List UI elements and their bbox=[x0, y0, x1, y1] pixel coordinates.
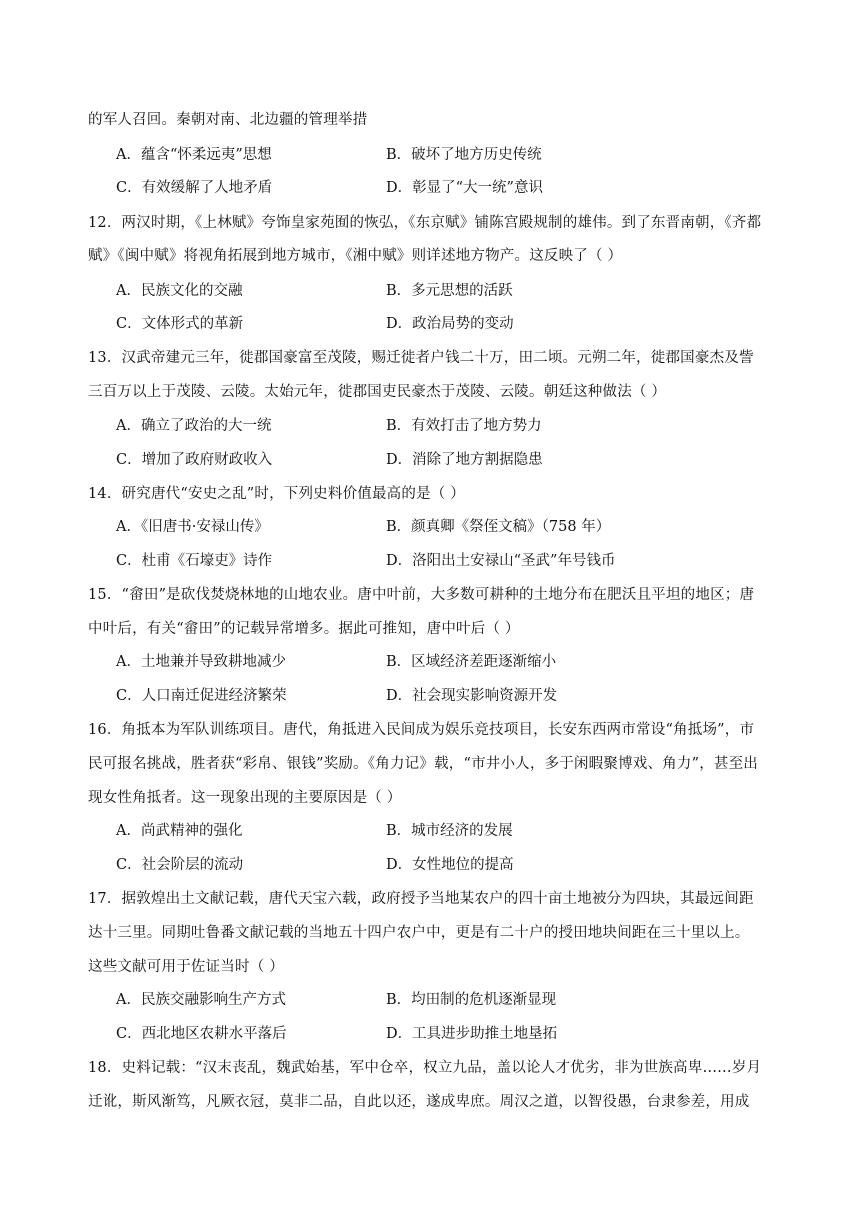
question-15-option-c: C．人口南迁促进经济繁荣 bbox=[116, 688, 287, 704]
question-14-line-1: 14．研究唐代“安史之乱”时，下列史料价值最高的是（ ） bbox=[88, 486, 465, 502]
question-13-option-b: B．有效打击了地方势力 bbox=[386, 418, 542, 434]
question-16-option-b: B．城市经济的发展 bbox=[386, 823, 513, 839]
question-11-option-a: A．蕴含“怀柔远夷”思想 bbox=[116, 147, 272, 163]
question-14-option-a: A．《旧唐书·安禄山传》 bbox=[116, 519, 269, 535]
question-11-option-c: C．有效缓解了人地矛盾 bbox=[116, 180, 273, 196]
question-17-line-2: 达十三里。同期吐鲁番文献记载的当地五十四户农户中，更是有二十户的授田地块间距在三十里以上。 bbox=[88, 925, 750, 941]
question-14-option-b: B．颜真卿《祭侄文稿》（758 年） bbox=[386, 519, 611, 535]
question-15-option-b: B．区域经济差距逐渐缩小 bbox=[386, 654, 557, 670]
question-16-line-3: 现女性角抵者。这一现象出现的主要原因是（ ） bbox=[88, 790, 402, 806]
question-11-option-b: B．破坏了地方历史传统 bbox=[386, 147, 542, 163]
question-17-option-a: A．民族交融影响生产方式 bbox=[116, 992, 286, 1008]
question-13-option-c: C．增加了政府财政收入 bbox=[116, 452, 273, 468]
question-15-option-a: A．土地兼并导致耕地减少 bbox=[116, 654, 286, 670]
question-16-line-2: 民可报名挑战，胜者获“彩帛、银钱”奖励。《角力记》载，“市井小人，多于闲暇聚博戏、角力”，甚至出 bbox=[88, 756, 758, 772]
question-15-line-2: 中叶后，有关“畲田”的记载异常增多。据此可推知，唐中叶后（ ） bbox=[88, 621, 520, 637]
question-12-line-1: 12．两汉时期，《上林赋》夸饰皇家苑囿的恢弘，《东京赋》铺陈宫殿规制的雄伟。到了东晋南朝，《齐都 bbox=[88, 215, 762, 231]
question-13-option-a: A．确立了政治的大一统 bbox=[116, 418, 272, 434]
question-17-option-d: D．工具进步助推土地垦拓 bbox=[386, 1026, 558, 1042]
question-12-option-b: B．多元思想的活跃 bbox=[386, 283, 513, 299]
question-13-line-1: 13．汉武帝建元三年，徙郡国豪富至茂陵，赐迁徙者户钱二十万，田二顷。元朔二年，徙郡国豪杰及訾 bbox=[88, 350, 754, 366]
question-18-line-1: 18．史料记载：“汉末丧乱，魏武始基，军中仓卒，权立九品，盖以论人才优劣，非为世族高卑……岁月 bbox=[88, 1060, 762, 1076]
question-17-option-c: C．西北地区农耕水平落后 bbox=[116, 1026, 287, 1042]
question-16-line-1: 16．角抵本为军队训练项目。唐代，角抵进入民间成为娱乐竞技项目，长安东西两市常设“角抵场”，市 bbox=[88, 722, 755, 738]
question-14-option-c: C．杜甫《石壕吏》诗作 bbox=[116, 553, 273, 569]
question-11-option-d: D．彰显了“大一统”意识 bbox=[386, 180, 543, 196]
question-15-option-d: D．社会现实影响资源开发 bbox=[386, 688, 558, 704]
question-15-line-1: 15．“畲田”是砍伐焚烧林地的山地农业。唐中叶前，大多数可耕种的土地分布在肥沃且平坦的地区；唐 bbox=[88, 587, 755, 603]
question-17-line-3: 这些文献可用于佐证当时（ ） bbox=[88, 959, 284, 975]
question-12-option-a: A．民族文化的交融 bbox=[116, 283, 243, 299]
question-18-line-2: 迁讹，斯风渐笃，凡厥衣冠，莫非二品，自此以还，遂成卑庶。周汉之道，以智役愚，台隶参差，用成 bbox=[88, 1094, 750, 1110]
question-17-option-b: B．均田制的危机逐渐显现 bbox=[386, 992, 557, 1008]
question-16-option-a: A．尚武精神的强化 bbox=[116, 823, 243, 839]
question-13-option-d: D．消除了地方割据隐患 bbox=[386, 452, 543, 468]
question-13-line-2: 三百万以上于茂陵、云陵。太始元年，徙郡国吏民豪杰于茂陵、云陵。朝廷这种做法（ ） bbox=[88, 384, 667, 400]
question-12-line-2: 赋》《闽中赋》将视角拓展到地方城市，《湘中赋》则详述地方物产。这反映了（ ） bbox=[88, 248, 623, 264]
question-16-option-d: D．女性地位的提高 bbox=[386, 857, 514, 873]
question-17-line-1: 17．据敦煌出土文献记载，唐代天宝六载，政府授予当地某农户的四十亩土地被分为四块，其最远间距 bbox=[88, 891, 754, 907]
question-11-stem-tail: 的军人召回。秦朝对南、北边疆的管理举措 bbox=[88, 112, 368, 128]
question-12-option-d: D．政治局势的变动 bbox=[386, 316, 514, 332]
question-12-option-c: C．文体形式的革新 bbox=[116, 316, 244, 332]
question-16-option-c: C．社会阶层的流动 bbox=[116, 857, 244, 873]
question-14-option-d: D．洛阳出土安禄山“圣武”年号钱币 bbox=[386, 553, 616, 569]
